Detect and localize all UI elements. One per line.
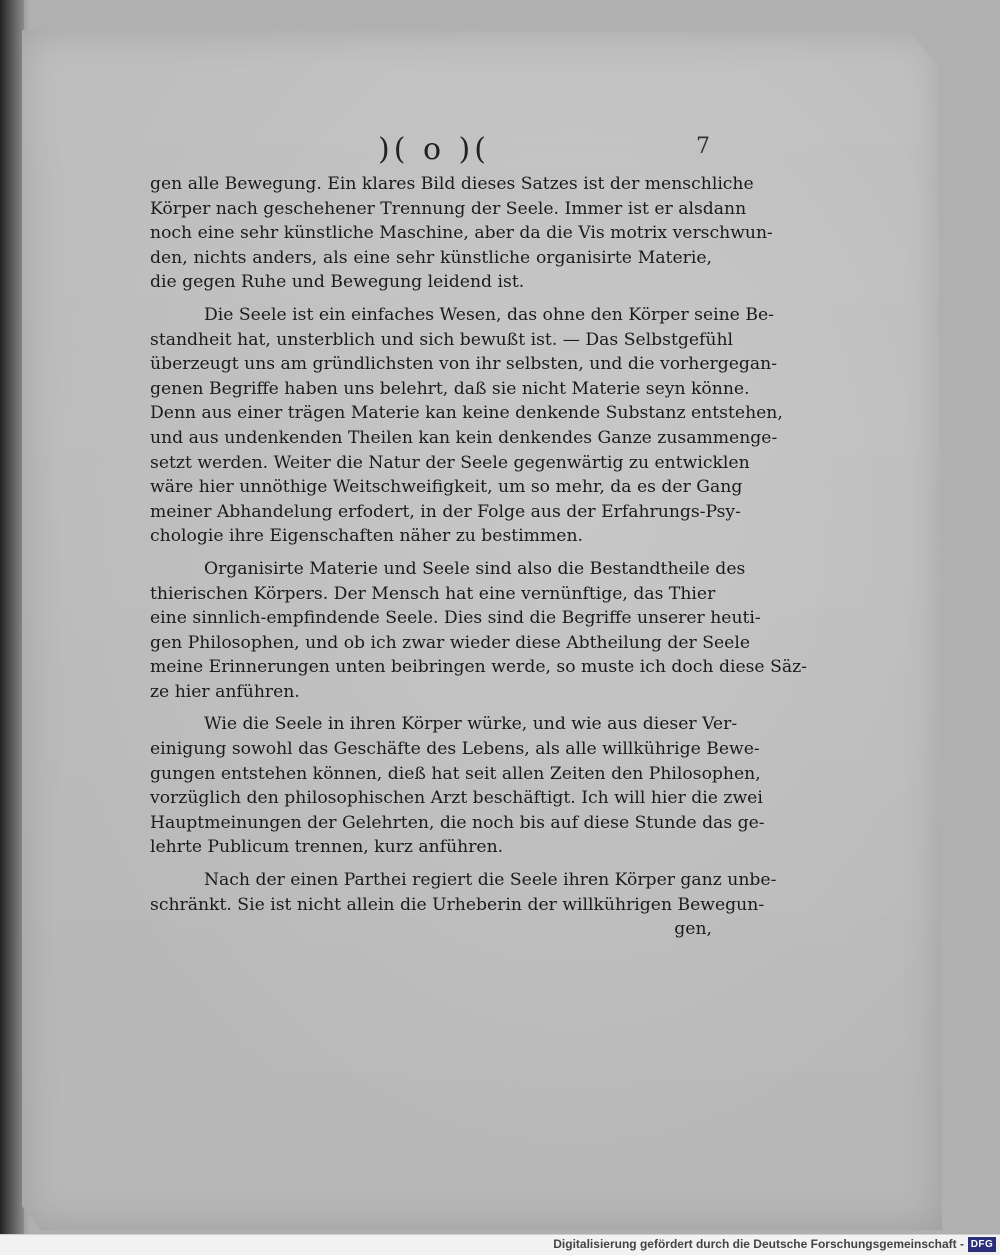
paragraph <box>150 868 777 917</box>
text-line: Denn aus einer trägen Materie kan keine denkende Substanz entstehen, <box>150 403 783 424</box>
text-line: Wie die Seele in ihren Körper würke, und wie aus dieser Ver- <box>204 714 738 735</box>
paragraph-gap <box>150 295 712 303</box>
text-line: vorzüglich den philosophischen Arzt beschäftigt. Ich will hier die zwei <box>150 788 763 809</box>
text-line: noch eine sehr künstliche Maschine, aber da die Vis motrix verschwun- <box>150 223 773 244</box>
paragraph-gap <box>150 704 712 712</box>
paragraph <box>150 712 765 860</box>
text-line: den, nichts anders, als eine sehr künstliche organisirte Materie, <box>150 247 712 268</box>
funding-credit: Digitalisierung gefördert durch die Deutsche Forschungsgemeinschaft - <box>553 1237 964 1251</box>
text-line: Die Seele ist ein einfaches Wesen, das ohne den Körper seine Be- <box>204 304 774 325</box>
paragraph-gap <box>150 860 712 868</box>
text-line: setzt werden. Weiter die Natur der Seele gegenwärtig zu entwicklen <box>150 452 750 473</box>
dfg-logo-icon: DFG <box>968 1237 996 1252</box>
text-line: gen alle Bewegung. Ein klares Bild dieses Satzes ist der menschliche <box>150 174 754 194</box>
text-line: lehrte Publicum trennen, kurz anführen. <box>150 837 504 858</box>
paragraph-gap <box>150 549 712 557</box>
text-line: genen Begriffe haben uns belehrt, daß sie nicht Materie seyn könne. <box>150 378 750 399</box>
facing-page-edge <box>0 0 24 1240</box>
paragraph <box>150 303 783 549</box>
text-line: Organisirte Materie und Seele sind also die Bestandtheile des <box>204 558 746 579</box>
text-line: Hauptmeinungen der Gelehrten, die noch bis auf diese Stunde das ge- <box>150 812 765 833</box>
text-line: Nach der einen Parthei regiert die Seele ihren Körper ganz unbe- <box>204 870 777 891</box>
text-line: meiner Abhandelung erfodert, in der Folge aus der Erfahrungs-Psy- <box>150 501 741 522</box>
text-line: Körper nach geschehener Trennung der Seele. Immer ist er alsdann <box>150 198 747 219</box>
text-line: überzeugt uns am gründlichsten von ihr selbsten, und die vorhergegan- <box>150 354 778 375</box>
text-line: ze hier anführen. <box>150 681 300 702</box>
catchword: gen, <box>674 919 712 940</box>
text-line: einigung sowohl das Geschäfte des Lebens, als alle willkührige Bewe- <box>150 739 760 760</box>
text-line: schränkt. Sie ist nicht allein die Urheberin der willkührigen Bewegun- <box>150 894 765 915</box>
text-line: standheit hat, unsterblich und sich bewußt ist. — Das Selbstgefühl <box>150 329 734 350</box>
text-line: meine Erinnerungen unten beibringen werde, so muste ich doch diese Säz- <box>150 657 807 678</box>
paragraph <box>150 557 807 705</box>
digitization-footer <box>0 1234 1000 1255</box>
text-line: gungen entstehen können, dieß hat seit allen Zeiten den Philosophen, <box>150 763 761 784</box>
text-line: chologie ihre Eigenschaften näher zu bestimmen. <box>150 526 583 547</box>
body-text <box>150 172 807 942</box>
text-line: die gegen Ruhe und Bewegung leidend ist. <box>150 272 525 293</box>
text-line: thierischen Körpers. Der Mensch hat eine vernünftige, das Thier <box>150 583 716 604</box>
page-header <box>150 132 710 168</box>
text-line: eine sinnlich-empfindende Seele. Dies sind die Begriffe unserer heuti- <box>150 608 761 629</box>
header-ornament: )( o )( <box>378 132 490 167</box>
text-line: und aus undenkenden Theilen kan kein denkendes Ganze zusammenge- <box>150 427 778 448</box>
text-line: gen Philosophen, und ob ich zwar wieder diese Abtheilung der Seele <box>150 632 751 653</box>
text-line: wäre hier unnöthige Weitschweifigkeit, um so mehr, da es der Gang <box>150 477 743 498</box>
page-number: 7 <box>696 134 710 159</box>
paragraph <box>150 172 773 295</box>
